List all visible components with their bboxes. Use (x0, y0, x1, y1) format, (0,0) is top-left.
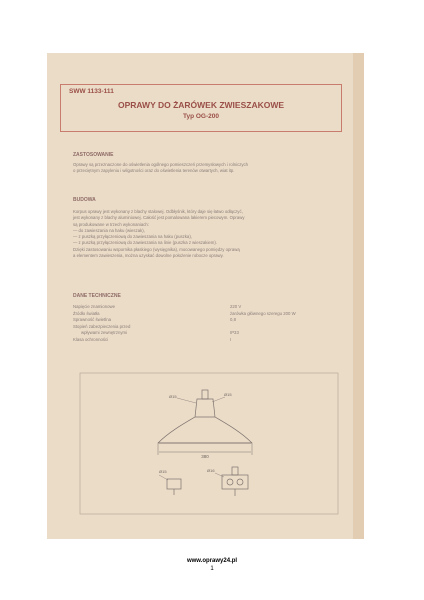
spec-value: 0,8 (230, 317, 236, 322)
junction-box (167, 479, 181, 489)
text-line: Dzięki zastosowaniu wspornika płaskiego (wysięgnika), mocowanego pomiędzy oprawą (73, 246, 240, 252)
spec-value: żarówka głównego szeregu 200 W (230, 310, 296, 316)
leader-line (177, 398, 196, 403)
text-line: — z puszką przyłączeniową do zawieszania na haku (puszka), (73, 234, 192, 240)
text-line: a elementem zawieszenia, można uzyskać dowolne położenie robocze oprawy. (73, 253, 224, 259)
paragraph-budowa (73, 209, 343, 259)
hanger-mount (232, 467, 238, 475)
spec-row (73, 324, 343, 330)
text-line: jest wykonany z blachy aluminiowej. Całość jest pomalowana lakierem piecowym. Oprawy (73, 215, 245, 221)
spec-row (73, 311, 343, 317)
spec-label: Stopień zabezpieczenia przed (73, 323, 131, 329)
leader-line (212, 397, 225, 402)
spec-value: IP33 (230, 330, 239, 335)
text-line: Oprawy są przeznaczone do oświetlenia ogólnego pomieszczeń przemysłowych i rolniczych (73, 162, 249, 167)
dimension-label: Ø16 (207, 468, 215, 473)
section-heading-budowa: BUDOWA (73, 197, 96, 203)
dimension-label: Ø15 (159, 469, 167, 474)
spec-label: Klasa ochronności (73, 336, 109, 342)
cable-entry (227, 479, 233, 485)
document-subtitle: Typ OG-200 (182, 113, 219, 120)
text-line: Korpus oprawy jest wykonany z blachy stalowej. Odbłyśnik, który daje się łatwo odłączyć, (73, 209, 243, 214)
footer-website: www.oprawy24.pl (186, 558, 238, 564)
spec-row (73, 304, 343, 310)
section-heading-zastosowanie: ZASTOSOWANIE (73, 152, 114, 158)
page-edge-shadow (353, 53, 364, 539)
dimension-diameter-label: 380 (201, 454, 209, 459)
dimension-label: Ø15 (224, 392, 232, 397)
spec-row (73, 337, 343, 343)
cable-entry (237, 479, 243, 485)
page-number: 1 (210, 566, 214, 572)
junction-box-hanger-view (215, 467, 248, 496)
spec-value: I (230, 336, 232, 342)
title-box (60, 84, 342, 132)
junction-box-small-view (159, 475, 181, 495)
text-line: — do zawieszania na haku (wieszak), (73, 227, 145, 233)
dimension-label: Ø15 (169, 394, 177, 399)
paragraph-zastosowanie (73, 162, 343, 175)
drawing-frame (80, 373, 338, 514)
spec-value: 220 V (230, 304, 242, 309)
junction-box-body (222, 475, 248, 489)
section-heading-dane-techniczne: DANE TECHNICZNE (73, 293, 121, 299)
lamp-hook-mount (202, 390, 208, 399)
technical-drawing (79, 372, 339, 515)
spec-row (73, 330, 343, 336)
document-code: SWW 1133-111 (69, 88, 114, 95)
spec-label: Napięcie znamionowe (73, 304, 116, 309)
spec-label: Sprawność świetlna (73, 317, 111, 322)
spec-label: wpływami zewnętrznymi (81, 330, 128, 335)
lamp-side-view (158, 390, 252, 455)
text-line: są produkowane w trzech wykonaniach: (73, 221, 149, 227)
document-title: OPRAWY DO ŻARÓWEK ZWIESZAKOWE (117, 100, 285, 110)
lamp-reflector (158, 417, 252, 443)
text-line: o przeciętnym zapyleniu i wilgotności oraz do oświetlenia terenów otwartych, wiat itp. (73, 168, 235, 174)
spec-label: Źródło światła (73, 310, 100, 316)
leader-line (159, 475, 168, 480)
lamp-housing (195, 399, 215, 417)
text-line: — z puszką przyłączeniową do zawieszania na linie (puszka z wieszakiem). (73, 240, 218, 246)
spec-row (73, 317, 343, 323)
